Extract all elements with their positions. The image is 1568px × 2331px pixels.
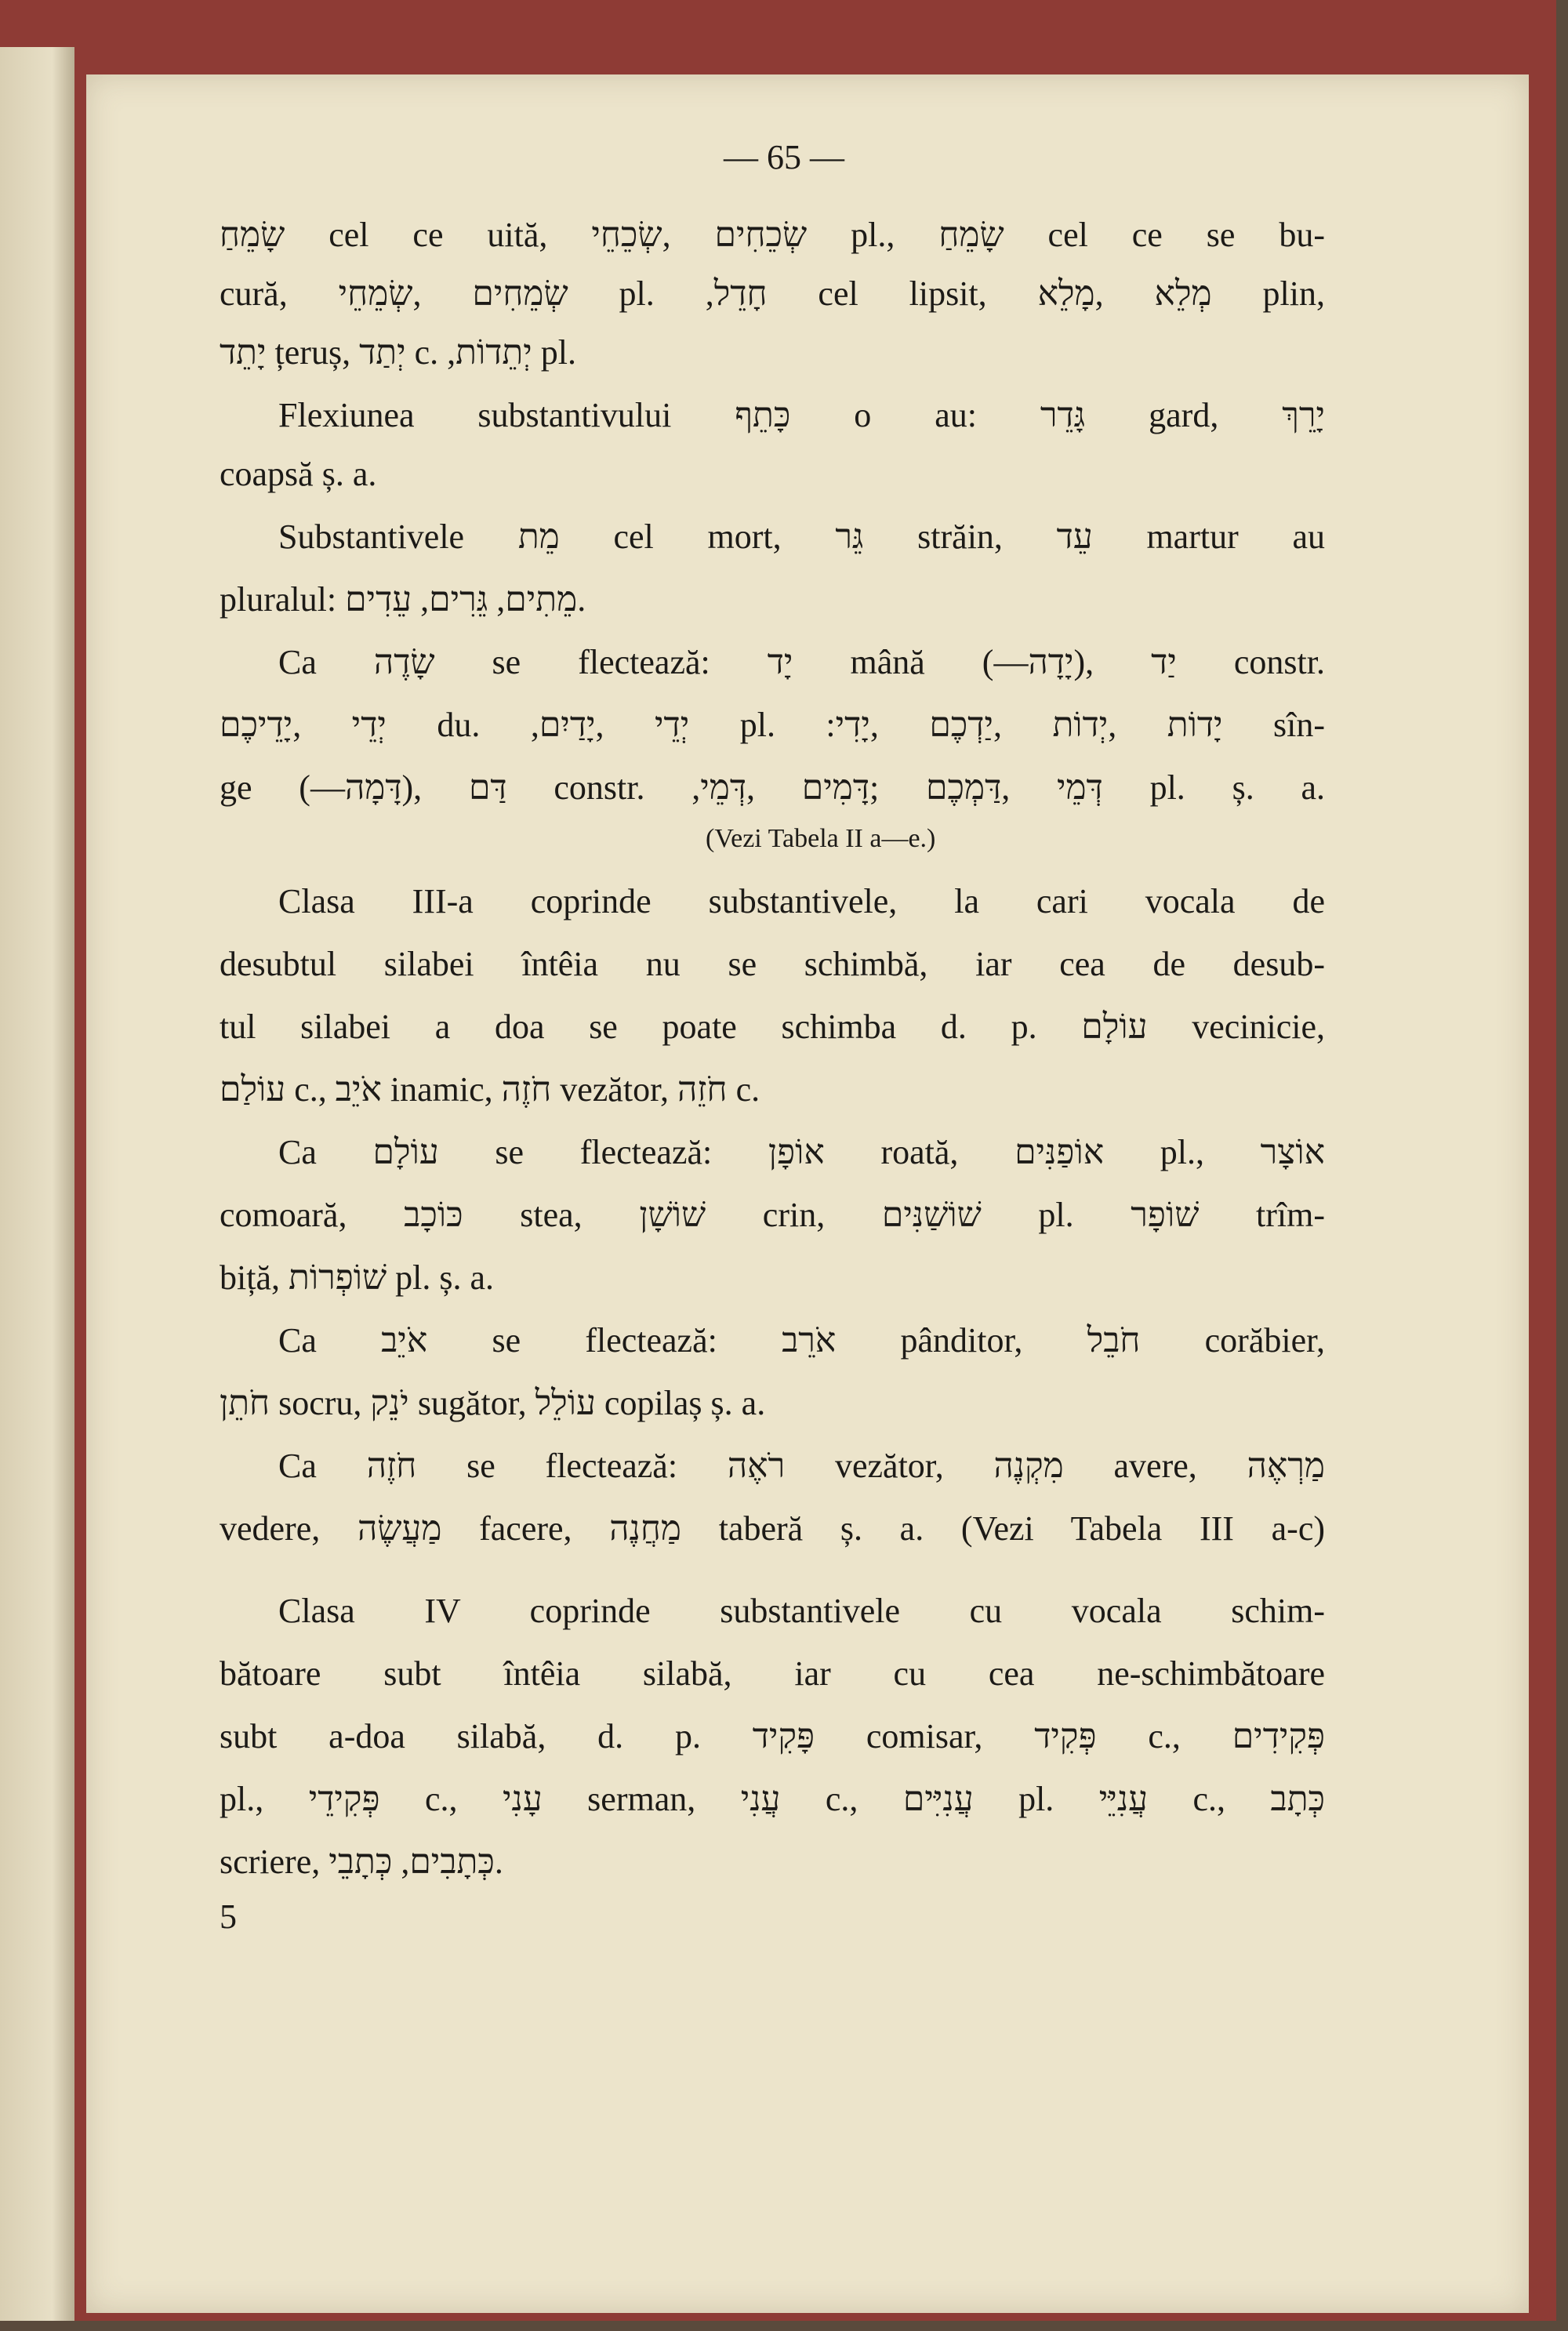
text-line: Ca אֹיֵב se flectează: אֹרֵב pânditor, חֹבֵל corăbier, bbox=[278, 1321, 1326, 1360]
text-line: Flexiunea substantivului כָּתֵף o au: גָּדֵר gard, יָרֵךְ bbox=[278, 396, 1326, 434]
text-line: coapsă ș. a. bbox=[220, 455, 377, 493]
text-line: ge (—דָּמָה), דַּם constr. ,דְּמֵי ,דַּמְכֶם ;דָּמִים ,דְּמֵי pl. ș. a. bbox=[220, 768, 1326, 807]
left-page-edge bbox=[0, 47, 74, 2321]
text-line: pluralul: מֵתִים, גֵּרִים, עֵדִים. bbox=[220, 580, 586, 619]
text-line: Clasa III-a coprinde substantivele, la cari vocala de bbox=[278, 882, 1325, 920]
text-line: pl., פְּקִידֵי c., עָנִי serman, עֲנִי c., עֲנִיִּים pl. עֲנִיֵּי c., כְּתָב bbox=[220, 1780, 1326, 1818]
text-line: tul silabei a doa se poate schimba d. p. עוֹלָם vecinicie, bbox=[220, 1008, 1325, 1046]
text-line: desubtul silabei întêia nu se schimbă, iar cea de desub- bbox=[220, 945, 1325, 983]
text-line: scriere, כְּתָבִים, כְּתָבֵי. bbox=[220, 1843, 503, 1881]
text-line: bătoare subt întêia silabă, iar cu cea ne-schimbătoare bbox=[220, 1654, 1325, 1693]
text-line: שָׂמֵחַ cel ce uită, שְׂכֵחִים ,שְׂכֵחֵי pl., שָׂמֵחַ cel ce se bu- bbox=[220, 216, 1325, 254]
text-line: Ca עוֹלָם se flectează: אוֹפָן roată, אוֹפַנִּים pl., אוֹצָר bbox=[278, 1133, 1325, 1171]
text-line: comoară, כּוֹכָב stea, שׁוֹשָׁן crin, שׁוֹשַׁנִּים pl. שׁוֹפָר trîm- bbox=[220, 1196, 1325, 1234]
text-line: יְדֵי ,יָדֵיכֶם du. ,יְדֵי ,יָדַיִם pl. :יָדוֹת ,יְדוֹת ,יַדְכֶם ,יָדִי sîn- bbox=[220, 706, 1325, 744]
text-line: (Vezi Tabela II a—e.) bbox=[706, 824, 936, 853]
text-line: Substantivele מֵת cel mort, גֵּר străin, עֵד martur au bbox=[278, 517, 1325, 556]
text-line: עוֹלַם c., אֹיֵב inamic, חֹזֶה vezător, חֹזֵה c. bbox=[220, 1070, 760, 1109]
text-line: vedere, מַעֲשֶׂה facere, מַחֲנֶה taberă ș. a. (Vezi Tabela III a-c) bbox=[220, 1509, 1325, 1548]
text-line: biță, שׁוֹפְרוֹת pl. ș. a. bbox=[220, 1258, 495, 1297]
text-line: cură, שְׂמֵחִים ,שְׂמֵחֵי pl. ,חָדֵל cel lipsit, מְלֵא ,מָלֵא plin, bbox=[220, 274, 1325, 313]
text-line: Ca שָׂדֶה se flectează: יָד mână (—יָדָה), יַד constr. bbox=[278, 643, 1326, 681]
text-line: Clasa IV coprinde substantivele cu vocala schim- bbox=[278, 1592, 1325, 1630]
text-line: Ca חֹזֶה se flectează: רֹאֶה vezător, מִקְנֶה avere, מַרְאֶה bbox=[278, 1447, 1325, 1485]
text-line: subt a-doa silabă, d. p. פָּקִיד comisar, פְּקִיד c., פְּקִידִים bbox=[220, 1717, 1325, 1756]
text-line: חֹתֵן socru, יֹנֵק sugător, עוֹלֵל copilaș ș. a. bbox=[220, 1384, 766, 1422]
page-number: — 65 — bbox=[724, 138, 844, 176]
signature-mark: 5 bbox=[220, 1897, 237, 1936]
text-line: יָתֵד țeruș, יְתַד c. ,יְתֵדוֹת pl. bbox=[220, 333, 577, 372]
